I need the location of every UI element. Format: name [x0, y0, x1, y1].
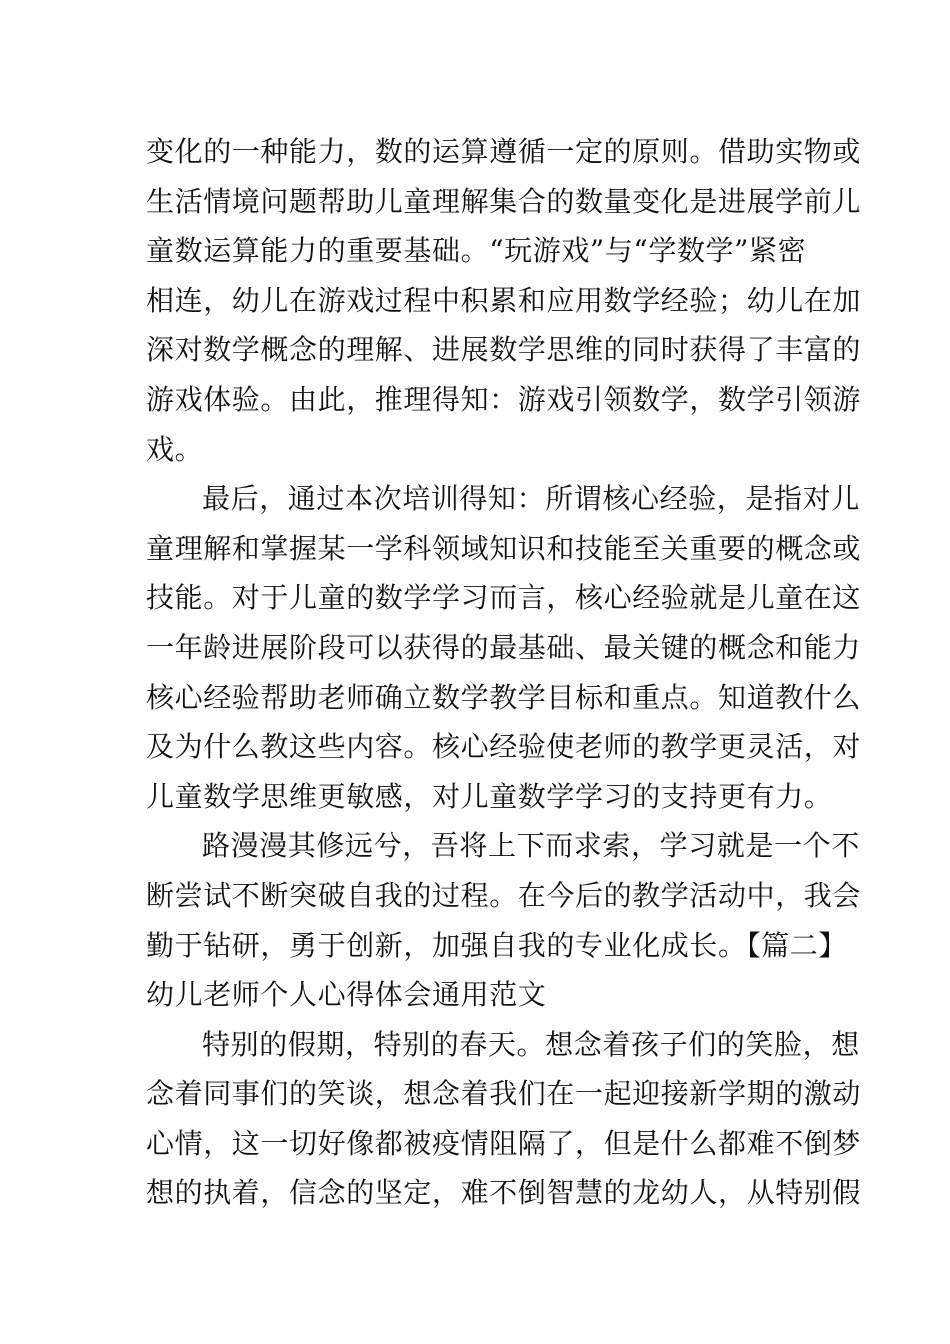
text-line: 心情，这一切好像都被疫情阻隔了，但是什么都难不倒梦 — [146, 1126, 862, 1160]
text-line: 一年龄进展阶段可以获得的最基础、最关键的概念和能力 — [146, 630, 862, 664]
paragraph-start-line: 特别的假期，特别的春天。想念着孩子们的笑脸，想 — [202, 1027, 860, 1061]
text-line: 童理解和掌握某一学科领域知识和技能至关重要的概念或 — [146, 531, 862, 565]
text-line: 断尝试不断突破自我的过程。在今后的教学活动中，我会 — [146, 878, 862, 912]
text-line: 及为什么教这些内容。核心经验使老师的教学更灵活，对 — [146, 730, 862, 764]
text-line: 儿童数学思维更敏感，对儿童数学学习的支持更有力。 — [146, 779, 833, 813]
text-line: 勤于钻研，勇于创新，加强自我的专业化成长。【篇二】 — [146, 928, 848, 962]
paragraph-start-line: 最后，通过本次培训得知：所谓核心经验，是指对儿 — [202, 482, 860, 516]
text-line: 生活情境问题帮助儿童理解集合的数量变化是进展学前儿 — [146, 184, 862, 218]
paragraph-start-line: 路漫漫其修远兮，吾将上下而求索，学习就是一个不 — [202, 829, 860, 863]
text-line: 相连，幼儿在游戏过程中积累和应用数学经验；幼儿在加 — [146, 283, 862, 317]
text-line: 童数运算能力的重要基础。“玩游戏”与“学数学”紧密 — [146, 234, 807, 268]
text-line: 戏。 — [146, 432, 204, 466]
text-line: 想的执着，信念的坚定，难不倒智慧的龙幼人，从特别假 — [146, 1176, 862, 1210]
text-line: 深对数学概念的理解、进展数学思维的同时获得了丰富的 — [146, 333, 862, 367]
text-line: 念着同事们的笑谈，想念着我们在一起迎接新学期的激动 — [146, 1077, 862, 1111]
text-line: 变化的一种能力，数的运算遵循一定的原则。借助实物或 — [146, 135, 862, 168]
text-line: 技能。对于儿童的数学学习而言，核心经验就是儿童在这 — [146, 581, 862, 615]
section-title-line: 幼儿老师个人心得体会通用范文 — [146, 978, 547, 1012]
text-line: 核心经验帮助老师确立数学教学目标和重点。知道教什么 — [146, 680, 862, 714]
document-body — [146, 127, 862, 1218]
text-line: 游戏体验。由此，推理得知：游戏引领数学，数学引领游 — [146, 382, 862, 416]
